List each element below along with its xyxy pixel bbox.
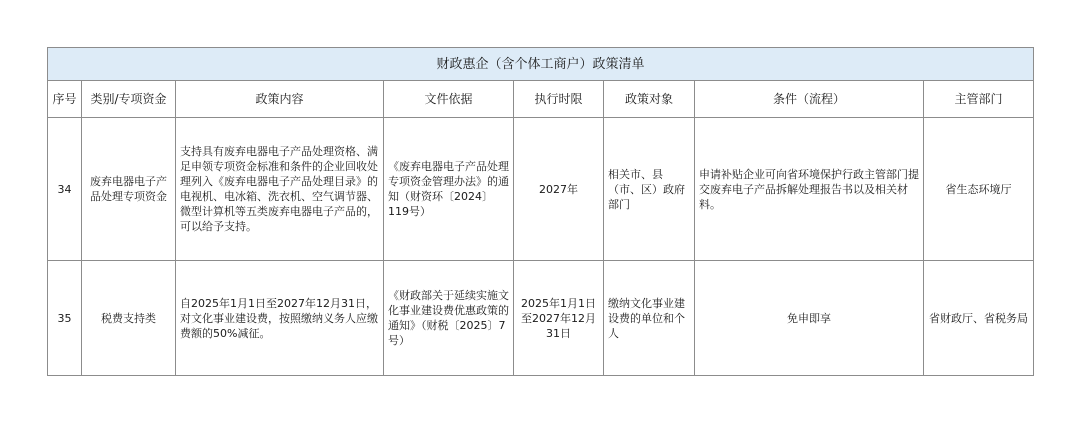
table-title: 财政惠企（含个体工商户）政策清单 bbox=[48, 48, 1034, 81]
cell-period: 2027年 bbox=[514, 118, 604, 261]
cell-no: 34 bbox=[48, 118, 82, 261]
table-row bbox=[48, 118, 1034, 261]
cell-category: 税费支持类 bbox=[82, 261, 176, 376]
cell-basis: 《财政部关于延续实施文化事业建设费优惠政策的通知》（财税〔2025〕7号） bbox=[384, 261, 514, 376]
header-target: 政策对象 bbox=[604, 81, 695, 118]
table-row bbox=[48, 261, 1034, 376]
header-conditions: 条件（流程） bbox=[695, 81, 924, 118]
cell-content: 支持具有废弃电器电子产品处理资格、满足申领专项资金标准和条件的企业回收处理列入《废弃电器电子产品处理目录》的电视机、电冰箱、洗衣机、空气调节器、微型计算机等五类废弃电器电子产品的，可以给予支持。 bbox=[176, 118, 384, 261]
cell-no: 35 bbox=[48, 261, 82, 376]
header-basis: 文件依据 bbox=[384, 81, 514, 118]
cell-target: 相关市、县（市、区）政府部门 bbox=[604, 118, 695, 261]
table-title-row bbox=[48, 48, 1034, 81]
header-content: 政策内容 bbox=[176, 81, 384, 118]
cell-conditions: 申请补贴企业可向省环境保护行政主管部门提交废弃电子产品拆解处理报告书以及相关材料。 bbox=[695, 118, 924, 261]
cell-period: 2025年1月1日至2027年12月31日 bbox=[514, 261, 604, 376]
header-department: 主管部门 bbox=[924, 81, 1034, 118]
cell-target: 缴纳文化事业建设费的单位和个人 bbox=[604, 261, 695, 376]
cell-department: 省生态环境厅 bbox=[924, 118, 1034, 261]
table-header-row bbox=[48, 81, 1034, 118]
policy-table bbox=[47, 47, 1034, 376]
cell-category: 废弃电器电子产品处理专项资金 bbox=[82, 118, 176, 261]
header-category: 类别/专项资金 bbox=[82, 81, 176, 118]
header-no: 序号 bbox=[48, 81, 82, 118]
cell-department: 省财政厅、省税务局 bbox=[924, 261, 1034, 376]
header-period: 执行时限 bbox=[514, 81, 604, 118]
cell-content: 自2025年1月1日至2027年12月31日，对文化事业建设费，按照缴纳义务人应缴费额的50%减征。 bbox=[176, 261, 384, 376]
cell-conditions: 免申即享 bbox=[695, 261, 924, 376]
cell-basis: 《废弃电器电子产品处理专项资金管理办法》的通知（财资环〔2024〕119号） bbox=[384, 118, 514, 261]
